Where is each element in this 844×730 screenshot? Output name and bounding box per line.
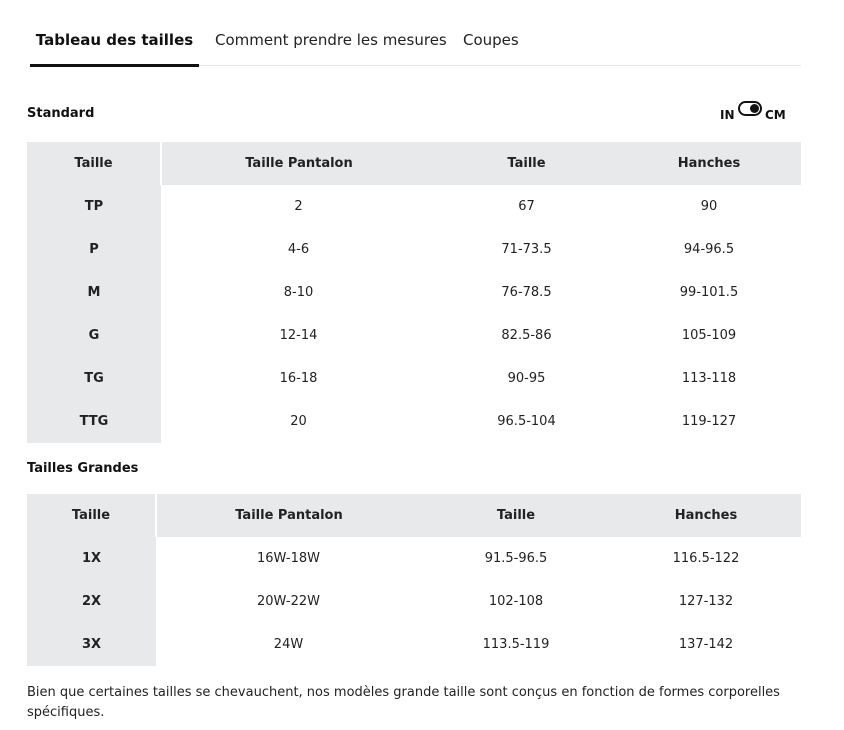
table-cell: 91.5-96.5 — [484, 551, 548, 566]
table-cell: 102-108 — [488, 594, 544, 609]
column-header: Hanches — [617, 142, 801, 185]
standard-section-title: Standard — [27, 106, 95, 121]
table-cell: 127-132 — [678, 594, 734, 609]
table-cell: 20 — [290, 414, 307, 429]
column-header: Taille — [436, 142, 617, 185]
table-row — [27, 623, 801, 666]
size-cell: P — [27, 228, 161, 271]
table-cell: 67 — [518, 199, 535, 214]
table-row — [27, 537, 801, 580]
size-cell: M — [27, 271, 161, 314]
standard-size-table — [27, 142, 801, 443]
table-row — [27, 357, 801, 400]
table-cell: 94-96.5 — [683, 242, 735, 257]
table-row — [27, 400, 801, 443]
size-cell: 1X — [27, 537, 156, 580]
table-cell: 2 — [294, 199, 303, 214]
table-cell: 76-78.5 — [501, 285, 552, 300]
table-row — [27, 580, 801, 623]
table-cell: 16-18 — [279, 371, 318, 386]
unit-in-label: IN — [720, 108, 735, 122]
plus-size-table — [27, 494, 801, 666]
table-cell: 99-101.5 — [679, 285, 739, 300]
table-row — [27, 228, 801, 271]
unit-cm-label: CM — [765, 108, 786, 122]
table-cell: 82.5-86 — [501, 328, 552, 343]
size-cell: TP — [27, 185, 161, 228]
size-cell: G — [27, 314, 161, 357]
tab-size-chart[interactable]: Tableau des tailles — [30, 14, 199, 65]
table-cell: 90-95 — [507, 371, 546, 386]
table-cell: 12-14 — [279, 328, 318, 343]
grandes-section-title: Tailles Grandes — [27, 461, 139, 476]
table-cell: 24W — [273, 637, 304, 652]
size-cell: TG — [27, 357, 161, 400]
table-cell: 16W-18W — [257, 551, 320, 566]
table-cell: 96.5-104 — [497, 414, 556, 429]
table-cell: 113.5-119 — [482, 637, 550, 652]
column-header: Hanches — [611, 494, 801, 537]
size-cell: TTG — [27, 400, 161, 443]
tab-how-to-measure[interactable]: Comment prendre les mesures — [215, 31, 447, 49]
table-row — [27, 185, 801, 228]
size-cell: 3X — [27, 623, 156, 666]
column-header: Taille — [27, 494, 156, 537]
table-cell: 119-127 — [681, 414, 737, 429]
column-header: Taille Pantalon — [161, 142, 436, 185]
table-cell: 116.5-122 — [672, 551, 740, 566]
unit-toggle — [720, 100, 790, 124]
table-cell: 113-118 — [681, 371, 737, 386]
table-cell: 137-142 — [678, 637, 734, 652]
table-cell: 90 — [700, 199, 718, 214]
table-cell: 71-73.5 — [501, 242, 552, 257]
unit-toggle-switch[interactable] — [738, 101, 762, 116]
table-row — [27, 314, 801, 357]
table-row — [27, 271, 801, 314]
footnote: Bien que certaines tailles se chevauchent, nos modèles grande taille sont conçus en fonction de formes corporelles spécifiques. — [27, 685, 780, 720]
toggle-knob — [750, 104, 759, 113]
column-header: Taille — [27, 142, 161, 185]
column-header: Taille Pantalon — [156, 494, 421, 537]
column-header: Taille — [421, 494, 611, 537]
table-cell: 105-109 — [681, 328, 737, 343]
table-cell: 8-10 — [283, 285, 314, 300]
table-cell: 4-6 — [287, 242, 310, 257]
table-header-row — [27, 142, 801, 185]
tab-fits[interactable]: Coupes — [463, 31, 519, 49]
table-cell: 20W-22W — [257, 594, 320, 609]
table-header-row — [27, 494, 801, 537]
tab-bar — [30, 14, 801, 66]
size-cell: 2X — [27, 580, 156, 623]
